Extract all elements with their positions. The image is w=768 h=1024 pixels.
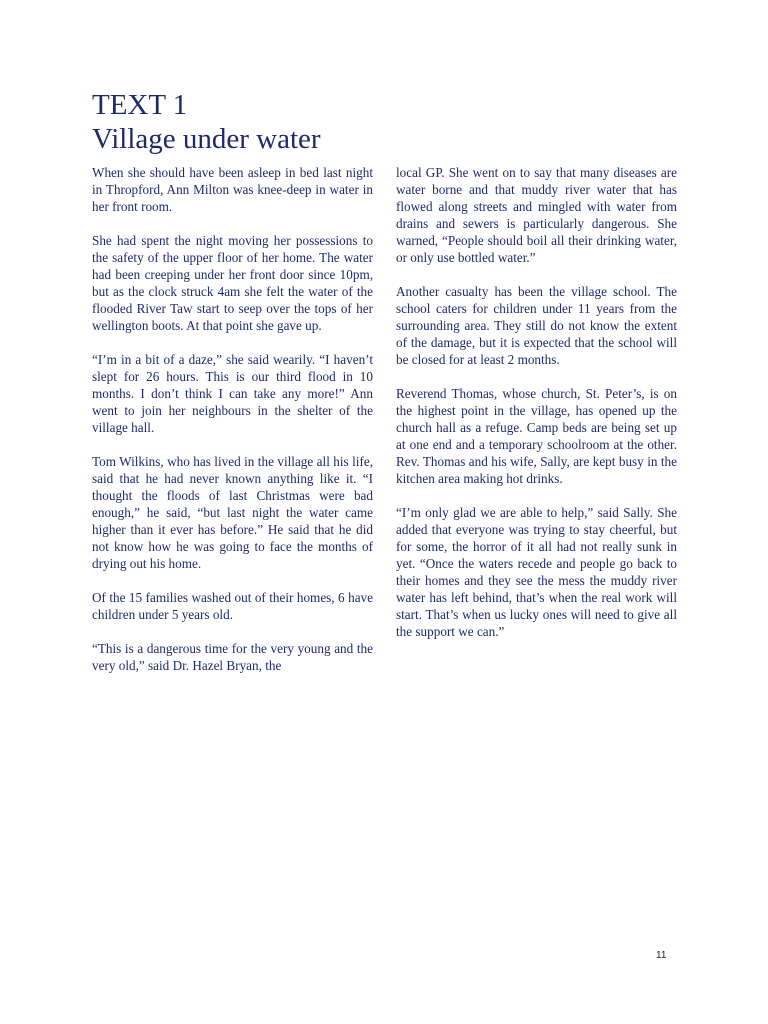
article-title: Village under water [92, 123, 321, 155]
paragraph: “I’m in a bit of a daze,” she said wearily. “I haven’t slept for 26 hours. This is our third flood in 10 months. I don’t think I can take any more!” Ann went to join her neighbours in the shelter of the village hall. [92, 352, 373, 435]
paragraph: She had spent the night moving her possessions to the safety of the upper floor of her home. The water had been creeping under her front door since 10pm, but as the clock struck 4am she felt the water of the flooded River Taw start to seep over the tops of her wellington boots. At that point she gave up. [92, 233, 373, 333]
paragraph: Of the 15 families washed out of their homes, 6 have children under 5 years old. [92, 590, 373, 622]
text-label: TEXT 1 [92, 89, 188, 121]
paragraph: Tom Wilkins, who has lived in the village all his life, said that he had never known anything like it. “I thought the floods of last Christmas were bad enough,” he said, “but last night the water came higher than it ever has before.” He said that he did not know how he was going to face the months of drying out his home. [92, 454, 373, 571]
paragraph: “I’m only glad we are able to help,” said Sally. She added that everyone was trying to stay cheerful, but for some, the horror of it all had not really sunk in yet. “Once the waters recede and people go back to their homes and they see the mess the muddy river water has left behind, that’s when the real work will start. That’s when us lucky ones will need to give all the support we can.” [396, 505, 677, 639]
article-header [92, 88, 321, 156]
right-column [396, 164, 677, 657]
left-column [92, 164, 373, 691]
paragraph: Reverend Thomas, whose church, St. Peter’s, is on the highest point in the village, has opened up the church hall as a refuge. Camp beds are being set up at one end and a temporary schoolroom at the other. Rev. Thomas and his wife, Sally, are kept busy in the kitchen area making hot drinks. [396, 386, 677, 486]
page-number: 11 [656, 950, 667, 961]
paragraph: “This is a dangerous time for the very young and the very old,” said Dr. Hazel Bryan, the [92, 641, 373, 673]
paragraph: When she should have been asleep in bed last night in Thropford, Ann Milton was knee-deep in water in her front room. [92, 165, 373, 214]
paragraph: Another casualty has been the village school. The school caters for children under 11 years from the surrounding area. They still do not know the extent of the damage, but it is expected that the school will be closed for at least 2 months. [396, 284, 677, 367]
paragraph: local GP. She went on to say that many diseases are water borne and that muddy river water that has flowed along streets and mingled with water from drains and sewers is particularly dangerous. She warned, “People should boil all their drinking water, or only use bottled water.” [396, 165, 677, 265]
